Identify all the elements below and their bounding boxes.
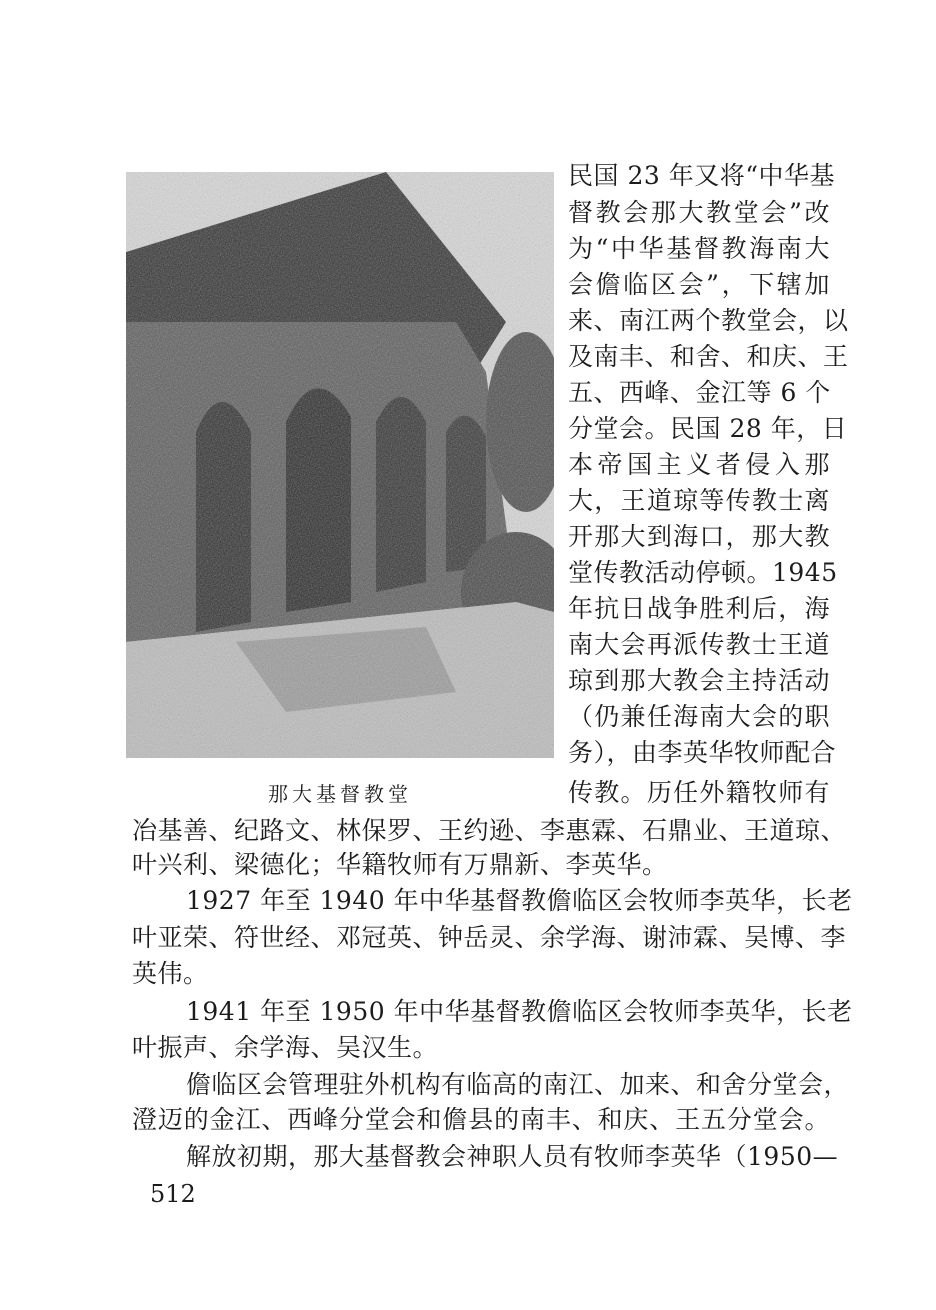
text-line: 督教会那大教堂会”改 xyxy=(568,198,830,227)
text-line: 务），由李英华牧师配合 xyxy=(568,738,837,767)
text-line: 解放初期，那大基督教会神职人员有牧师李英华（1950— xyxy=(186,1142,839,1171)
text-line: 传教。历任外籍牧师有 xyxy=(568,778,830,807)
text-line: 叶亚荣、符世经、邓冠英、钟岳灵、余学海、谢沛霖、吴博、李 xyxy=(132,923,847,952)
text-line: 及南丰、和舍、和庆、王 xyxy=(568,342,849,371)
text-line: 年抗日战争胜利后，海 xyxy=(568,594,830,623)
text-line: 澄迈的金江、西峰分堂会和儋县的南丰、和庆、王五分堂会。 xyxy=(132,1105,830,1134)
text-line: 1927 年至 1940 年中华基督教儋临区会牧师李英华，长老 xyxy=(186,886,853,915)
text-line: 儋临区会管理驻外机构有临高的南江、加来、和舍分堂会， xyxy=(186,1070,850,1099)
text-line: 南大会再派传教士王道 xyxy=(568,630,830,659)
text-line: 来、南江两个教堂会，以 xyxy=(568,306,849,335)
text-line: 堂传教活动停顿。1945 xyxy=(568,558,838,587)
text-line: （仍兼任海南大会的职 xyxy=(568,702,830,731)
text-line: 琼到那大教会主持活动 xyxy=(568,666,830,695)
page-number: 512 xyxy=(150,1180,196,1208)
text-line: 本帝国主义者侵入那 xyxy=(568,450,830,479)
text-line: 大，王道琼等传教士离 xyxy=(568,486,830,515)
text-line: 五、西峰、金江等 6 个 xyxy=(568,378,831,407)
text-line: 为“中华基督教海南大 xyxy=(568,234,830,263)
church-photo-image xyxy=(126,172,554,758)
text-line: 冶基善、纪路文、林保罗、王约逊、李惠霖、石鼎业、王道琼、 xyxy=(132,816,847,845)
photo-caption: 那大基督教堂 xyxy=(268,782,412,806)
text-line: 分堂会。民国 28 年，日 xyxy=(568,414,848,443)
text-line: 1941 年至 1950 年中华基督教儋临区会牧师李英华，长老 xyxy=(186,997,853,1026)
text-line: 叶振声、余学海、吴汉生。 xyxy=(132,1033,439,1062)
text-line: 开那大到海口，那大教 xyxy=(568,522,830,551)
text-line: 会儋临区会”，下辖加 xyxy=(568,270,830,299)
text-line: 英伟。 xyxy=(132,959,209,988)
text-line: 民国 23 年又将“中华基 xyxy=(568,161,835,190)
church-photo xyxy=(126,172,554,758)
text-line: 叶兴利、梁德化；华籍牧师有万鼎新、李英华。 xyxy=(132,850,668,879)
